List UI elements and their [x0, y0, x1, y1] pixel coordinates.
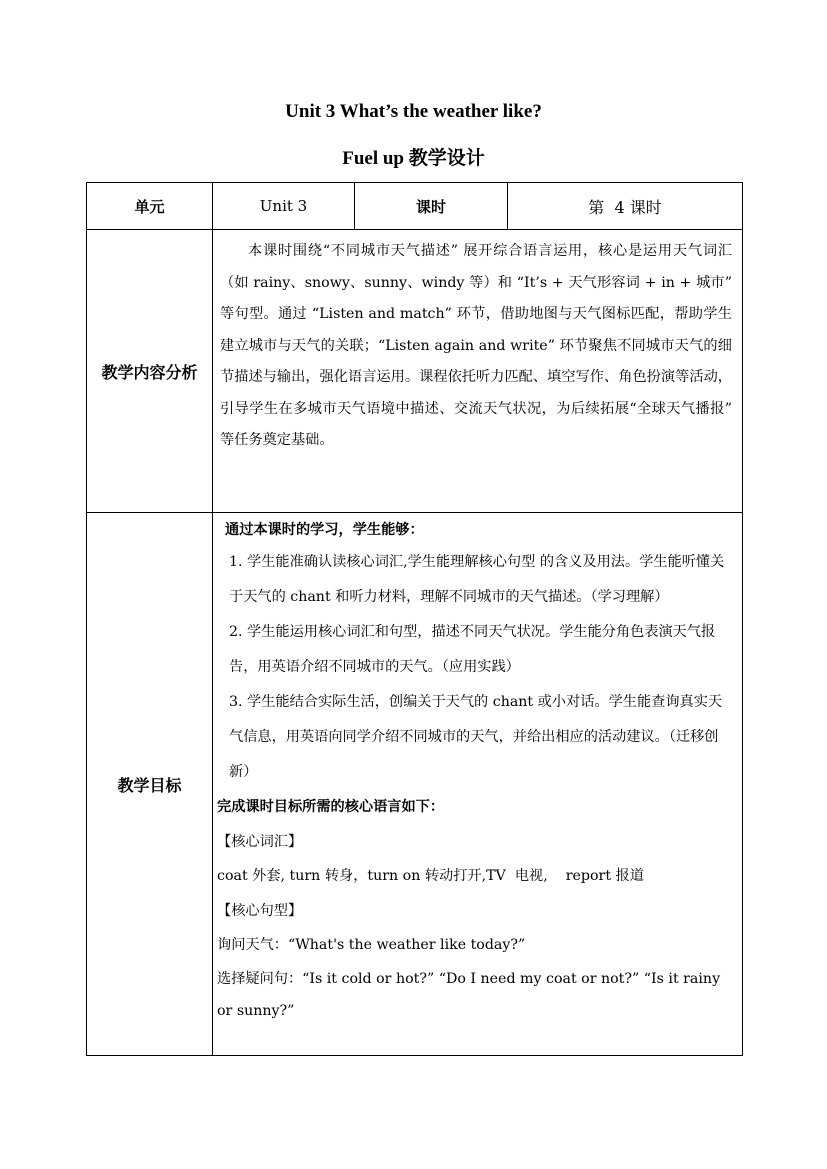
period-label: 课时 [415, 197, 446, 216]
unit-value-cell [213, 183, 355, 230]
goals-row [87, 513, 743, 1056]
goal-item-1: 1. 学生能准确认读核心词汇,学生能理解核心句型 的含义及用法。学生能听懂关于天气的 chant 和听力材料，理解不同城市的天气描述。（学习理解） [229, 554, 725, 605]
pattern-1: 询问天气：“What's the weather like today?” [217, 937, 526, 953]
document-subtitle: Fuel up 教学设计 [342, 148, 485, 169]
core-language-intro: 完成课时目标所需的核心语言如下： [217, 799, 445, 815]
pattern-2: 选择疑问句：“Is it cold or hot?” “Do I need my coat or not?” “Is it rainy or sunny?” [217, 970, 721, 1019]
goals-label-cell [87, 513, 213, 1056]
document-title: Unit 3 What’s the weather like? [285, 101, 542, 122]
vocab-text: coat 外套, turn 转身，turn on 转动打开,TV 电视, report 报道 [217, 868, 644, 884]
analysis-text: 本课时围绕“不同城市天气描述” 展开综合语言运用，核心是运用天气词汇（如 rainy、snowy、sunny、windy 等）和 “It’s + 天气形容词 + in + 城市” 等句型。通过 “Listen and match” 环节，借助地图与天气图标匹配，帮助学生建立城市与天气的关联；“Listen again and write” 环节聚焦不同城市天气的细节描述与输出，强化语言运用。课程依托听力匹配、填空写作、角色扮演等活动，引导学生在多城市天气语境中描述、交流天气状况，为后续拓展“全球天气播报” 等任务奠定基础。 [213, 230, 743, 513]
unit-label-cell [87, 183, 213, 230]
goals-intro: 通过本课时的学习，学生能够： [225, 522, 424, 538]
lesson-design-table [86, 182, 743, 1056]
analysis-label-cell [87, 230, 213, 513]
patterns-heading: 【核心句型】 [217, 902, 303, 919]
goals-content [213, 513, 743, 1056]
analysis-row [87, 230, 743, 513]
period-value-cell [508, 183, 743, 230]
goals-label: 教学目标 [117, 775, 182, 795]
unit-label: 单元 [134, 197, 165, 216]
analysis-label: 教学内容分析 [101, 362, 198, 382]
period-label-cell [355, 183, 508, 230]
vocab-heading: 【核心词汇】 [217, 833, 303, 850]
unit-value: Unit 3 [259, 197, 308, 215]
goal-item-3: 3. 学生能结合实际生活，创编关于天气的 chant 或小对话。学生能查询真实天气信息，用英语向同学介绍不同城市的天气，并给出相应的活动建议。（迁移创新） [229, 694, 723, 780]
goal-item-2: 2. 学生能运用核心词汇和句型，描述不同天气状况。学生能分角色表演天气报告，用英语介绍不同城市的天气。（应用实践） [229, 624, 716, 675]
header-row [87, 183, 743, 230]
period-value: 第 4 课时 [588, 197, 662, 217]
